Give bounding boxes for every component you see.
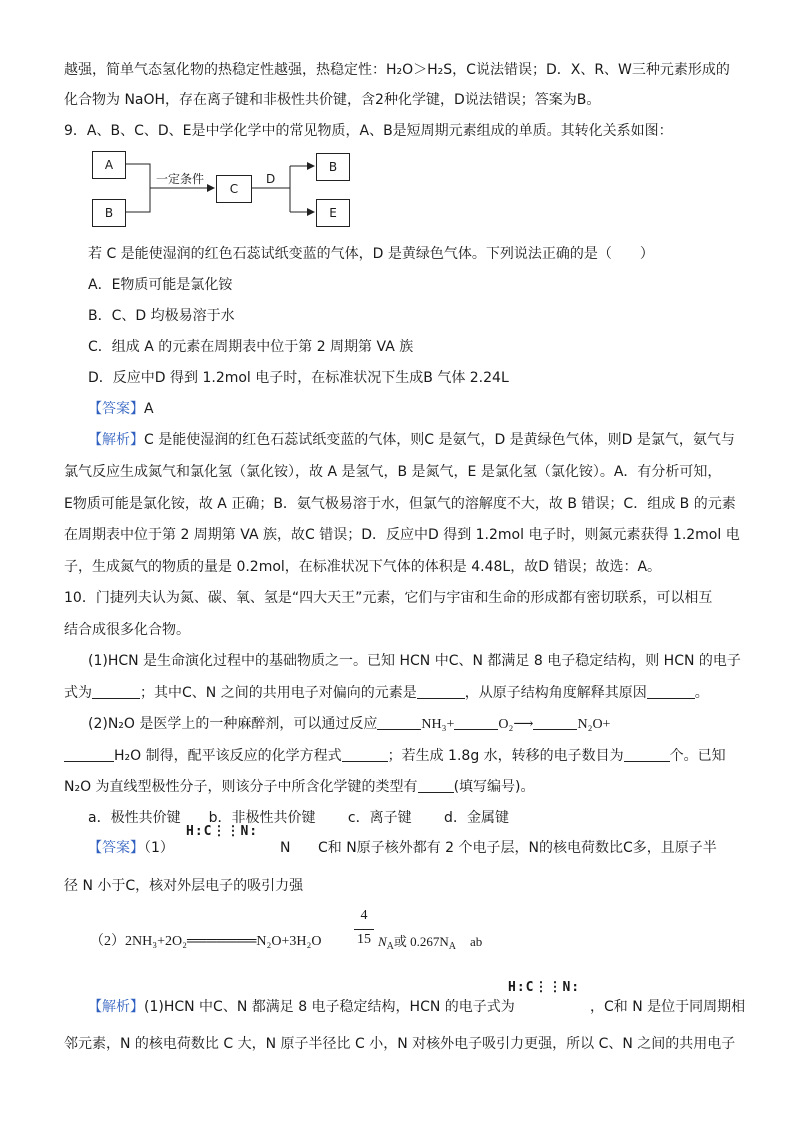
- box-b-output: B: [316, 153, 350, 181]
- reagent-d-label: D: [266, 172, 276, 186]
- text-line: 化合物为 NaOH，存在离子键和非极性共价键，含2种化学键，D说法错误；答案为B。: [64, 92, 601, 108]
- explanation-9-line1: [88, 430, 735, 450]
- question-10-part2-line2: [64, 746, 726, 766]
- hcn-lewis-structure: H:C⋮⋮N:: [186, 824, 259, 839]
- answer-10-part1: [88, 838, 174, 858]
- question-10-line1: 10．门捷列夫认为氮、碳、氧、氢是“四大天王”元素，它们与宇宙和生命的形成都有密切联系，可以相互: [64, 590, 713, 606]
- answer-blank[interactable]: [647, 684, 695, 699]
- fraction-bar: [354, 929, 374, 930]
- text-span: NH₃+: [421, 717, 455, 732]
- option-a: A．E物质可能是氯化铵: [88, 277, 233, 293]
- hcn-lewis-structure: H:C⋮⋮N:: [508, 980, 581, 995]
- question-10-line2: 结合成很多化合物。: [64, 622, 190, 638]
- question-10-part1-blanks: [64, 683, 709, 703]
- box-b-input: B: [92, 199, 126, 227]
- text-span: O₂⟶: [498, 717, 534, 732]
- fraction-numerator: 4: [360, 908, 368, 923]
- question-10-options: a．极性共价键 b．非极性共价键 c．离子键 d．金属键: [88, 810, 509, 826]
- explanation-tag: 【解析】: [88, 999, 144, 1015]
- condition-label: 一定条件: [156, 172, 205, 186]
- text-span: ；其中C、N 之间的共用电子对偏向的元素是: [140, 685, 417, 701]
- text-span: N₂O+: [577, 717, 611, 732]
- text-span: N: [378, 934, 387, 949]
- answer-10-equation: （2）2NH₃+2O₂═══════N₂O+3H₂O: [90, 934, 322, 949]
- answer-9: [88, 399, 154, 419]
- answer-blank[interactable]: [624, 747, 670, 762]
- option-d: D．反应中D 得到 1.2mol 电子时，在标准状况下生成B 气体 2.24L: [88, 370, 509, 386]
- fraction-denominator: 15: [357, 932, 371, 947]
- text-span: ；若生成 1.8g 水，转移的电子数目为: [387, 748, 624, 764]
- box-e: E: [316, 199, 350, 227]
- explanation-9-line5: 子，生成氮气的物质的量是 0.2mol，在标准状况下气体的体积是 4.48L，故D 错误；故选：A。: [64, 559, 662, 575]
- question-9-stem: 9．A、B、C、D、E是中学化学中的常见物质，A、B是短周期元素组成的单质。其转化关系如图：: [64, 123, 673, 139]
- option-b: B．C、D 均极易溶于水: [88, 308, 235, 324]
- question-9-condition: 若 C 是能使湿润的红色石蕊试纸变蓝的气体，D 是黄绿色气体。下列说法正确的是（ ）: [88, 246, 654, 262]
- text-span: 式为: [64, 685, 92, 701]
- diagram-arrows: [0, 0, 800, 240]
- box-a: A: [92, 151, 126, 179]
- text-span: (2)N₂O 是医学上的一种麻醉剂，可以通过反应: [88, 716, 378, 732]
- box-c: C: [216, 175, 252, 203]
- answer-blank[interactable]: [417, 684, 465, 699]
- text-span: H₂O 制得，配平该反应的化学方程式: [114, 748, 342, 764]
- text-span: A: [386, 941, 394, 952]
- answer-blank[interactable]: [92, 684, 140, 699]
- text-span: 个。已知: [669, 748, 726, 764]
- explanation-9-line4: 在周期表中位于第 2 周期第 VA 族，故C 错误；D．反应中D 得到 1.2mol 电子时，则氮元素获得 1.2mol 电: [64, 527, 740, 543]
- answer-blank[interactable]: [418, 778, 454, 793]
- text-span: A: [448, 941, 457, 952]
- question-10-part1: (1)HCN 是生命演化过程中的基础物质之一。已知 HCN 中C、N 都满足 8 电子稳定结构，则 HCN 的电子: [88, 653, 741, 669]
- answer-10-reason-cont: 径 N 小于C，核对外层电子的吸引力强: [64, 878, 304, 894]
- answer-10-element: N: [280, 840, 291, 856]
- explanation-10-line1: [88, 997, 515, 1017]
- text-span: （1）: [144, 840, 174, 856]
- explanation-9-line2: 氯气反应生成氮气和氯化氢（氯化铵），故 A 是氢气，B 是氮气，E 是氯化氢（氯化铵）。A．有分析可知，: [64, 464, 722, 480]
- answer-10-electron-count: [378, 932, 456, 957]
- option-c: C．组成 A 的元素在周期表中位于第 2 周期第 VA 族: [88, 339, 414, 355]
- answer-blank[interactable]: [377, 715, 421, 730]
- text-span: 。: [694, 685, 709, 701]
- question-10-part2-line1: [88, 714, 610, 735]
- answer-blank[interactable]: [454, 715, 498, 730]
- text-span: ，从原子结构角度解释其原因: [464, 685, 647, 701]
- explanation-10-line2: 邻元素，N 的核电荷数比 C 大，N 原子半径比 C 小，N 对核外电子吸引力更强，所以 C、N 之间的共用电子: [64, 1036, 736, 1052]
- explanation-9-line3: E物质可能是氯化铵，故 A 正确；B．氨气极易溶于水，但氯气的溶解度不大，故 B 错误；C．组成 B 的元素: [64, 496, 736, 512]
- answer-blank[interactable]: [342, 747, 388, 762]
- explanation-text: C 是能使湿润的红色石蕊试纸变蓝的气体，则C 是氨气，D 是黄绿色气体，则D 是氯气，氨气与: [144, 432, 735, 448]
- answer-blank[interactable]: [533, 715, 577, 730]
- text-line: 越强，简单气态氢化物的热稳定性越强，热稳定性：H₂O＞H₂S，C说法错误；D．X、R、W三种元素形成的: [64, 62, 730, 78]
- answer-value: A: [144, 401, 154, 417]
- explanation-tag: 【解析】: [88, 432, 144, 448]
- text-span: 或 0.267N: [393, 934, 449, 949]
- question-10-part2-line3: [64, 777, 535, 797]
- explanation-10-line1-end: ，C和 N 是位于同周期相: [590, 999, 746, 1015]
- answer-tag: 【答案】: [88, 840, 144, 856]
- answer-10-reason: C和 N原子核外都有 2 个电子层，N的核电荷数比C多，且原子半: [318, 840, 717, 856]
- text-span: N₂O 为直线型极性分子，则该分子中所含化学键的类型有: [64, 779, 418, 795]
- answer-10-bond-types: ab: [470, 934, 483, 949]
- text-span: (填写编号)。: [453, 779, 535, 795]
- answer-blank[interactable]: [64, 747, 114, 762]
- answer-tag: 【答案】: [88, 401, 144, 417]
- explanation-text: (1)HCN 中C、N 都满足 8 电子稳定结构，HCN 的电子式为: [144, 999, 515, 1015]
